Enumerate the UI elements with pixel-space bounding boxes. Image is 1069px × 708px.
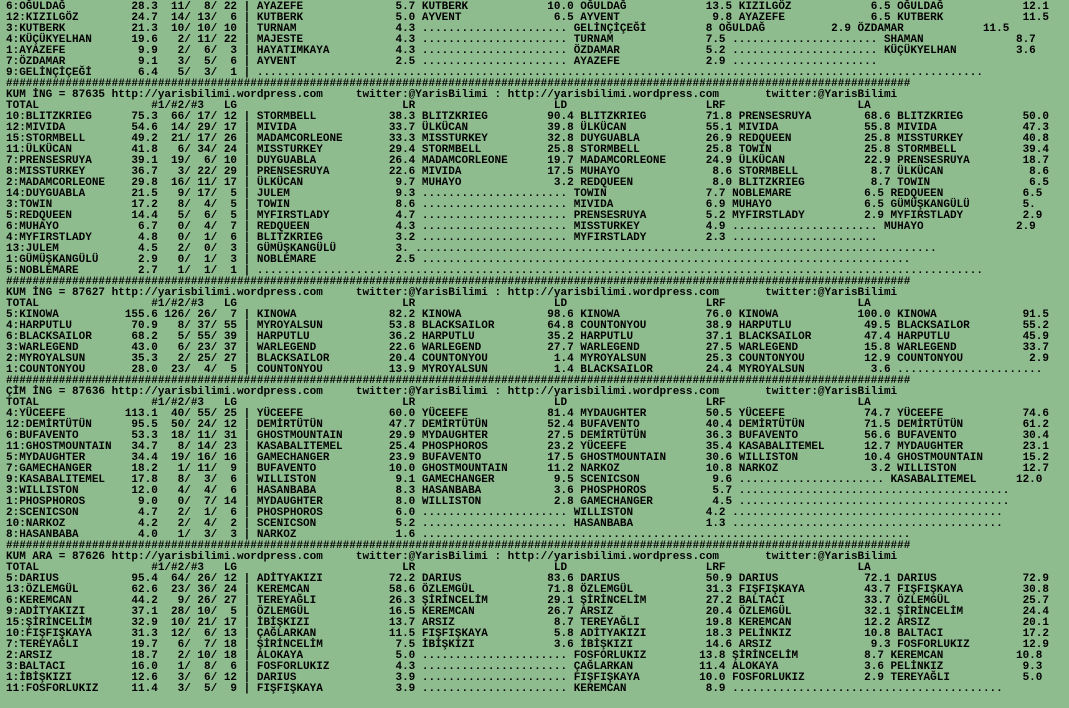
- data-line: 2:SCENICSON 4.7 2/ 1/ 6 | PHOSPHOROS 6.0 ...................... WILLISTON 4.2 .........................................: [6, 507, 1003, 519]
- separator-line: #########################################################################################################################################: [6, 78, 911, 90]
- data-line: 9:KASABALITEMEL 17.8 8/ 3/ 6 | WILLISTON 9.1 GAMECHANGER 9.5 SCENICSON 9.6 ...................... KASABALITEMEL 12.0: [6, 474, 1043, 486]
- data-line: 1:GÜMÜŞKANGÜLÜ 2.9 0/ 1/ 3 | NOBLEMARE 2.5 ..........................................................................: [6, 254, 911, 266]
- data-line: 2:MYROYALSUN 35.3 2/ 25/ 27 | BLACKSAILOR 20.4 COUNTONYOU 1.4 MYROYALSUN 25.3 COUNTONYOU 12.9 COUNTONYOU 2.9: [6, 353, 1049, 365]
- race-header-line: ÇİM İNG = 87636 http://yarisbilimi.wordpress.com twitter:@YarisBilimi : http://yarisbilimi.wordpress.com twitter:@YarisBilimi: [6, 386, 898, 398]
- column-header-line: TOTAL #1/#2/#3 LG LR LD LRF LA: [6, 562, 871, 574]
- data-line: 15:STORMBELL 49.2 21/ 17/ 26 | MADAMCORLEONE 33.3 MISSTURKEY 32.8 DUYGUABLA 26.9 REDQUEEN 25.8 MISSTURKEY 40.8: [6, 133, 1049, 145]
- data-line: 1:PHOSPHOROS 9.0 0/ 7/ 14 | MYDAUGHTER 8.0 WILLISTON 2.8 GAMECHANGER 4.5 .........................................: [6, 496, 1010, 508]
- separator-line: #########################################################################################################################################: [6, 540, 911, 552]
- data-line: 15:ŞİRİNCELİM 32.9 10/ 21/ 17 | İBİŞKIZI 13.7 ARSIZ 8.7 TEREYAĞLI 19.8 KEREMCAN 12.2 ARSIZ 20.1: [6, 617, 1049, 629]
- data-line: 6:OĞULDAĞ 28.3 11/ 8/ 22 | AYAZEFE 5.7 KUTBERK 10.0 OĞULDAĞ 13.5 KIZILGÖZ 6.5 OĞULDAĞ 12.1: [6, 1, 1049, 13]
- data-line: 6:KEREMCAN 44.2 9/ 26/ 27 | TEREYAĞLI 26.3 ŞİRİNCELİM 29.1 ŞİRİNCELİM 27.2 BALTACI 33.7 ÖZLEMGÜL 25.7: [6, 595, 1049, 607]
- data-line: 5:MYDAUGHTER 34.4 19/ 16/ 16 | GAMECHANGER 23.9 BUFAVENTO 17.5 GHOSTMOUNTAIN 30.6 WILLISTON 10.4 GHOSTMOUNTAIN 15.2: [6, 452, 1049, 464]
- data-line: 2:MADAMCORLEONE 29.8 16/ 11/ 17 | ÜLKÜCAN 9.7 MUHAYO 3.2 REDQUEEN 8.0 BLITZKRIEG 8.7 TOWIN 6.5: [6, 177, 1049, 189]
- data-line: 6:MUHAYO 6.7 0/ 4/ 7 | REDQUEEN 4.3 ...................... MISSTURKEY 4.9 ...................... MUHAYO 2.9: [6, 221, 1036, 233]
- column-header-line: TOTAL #1/#2/#3 LG LR LD LRF LA: [6, 100, 871, 112]
- data-line: 11:FOSFORLUKIZ 11.4 3/ 5/ 9 | FIŞFIŞKAYA 3.9 ...................... KEREMCAN 8.9 .........................................: [6, 683, 1003, 695]
- data-line: 13:ÖZLEMGÜL 62.6 23/ 36/ 24 | KEREMCAN 58.6 ÖZLEMGÜL 71.8 ÖZLEMGÜL 31.3 FIŞFIŞKAYA 43.7 FIŞFIŞKAYA 30.8: [6, 584, 1049, 596]
- data-line: 5:KINOWA 155.6 126/ 26/ 7 | KINOWA 82.2 KINOWA 98.6 KINOWA 76.0 KINOWA 100.0 KINOWA 91.5: [6, 309, 1049, 321]
- data-line: 10:BLITZKRIEG 75.3 66/ 17/ 12 | STORMBELL 38.3 BLITZKRIEG 90.4 BLITZKRIEG 71.8 PRENSESRUYA 68.6 BLITZKRIEG 50.0: [6, 111, 1049, 123]
- data-line: 1:AYAZEFE 9.9 2/ 6/ 3 | HAYATIMKAYA 4.3 ...................... ÖZDAMAR 5.2 ...................... KÜÇÜKYELHAN 3.6: [6, 45, 1036, 57]
- race-header-line: KUM İNG = 87627 http://yarisbilimi.wordpress.com twitter:@YarisBilimi : http://yarisbilimi.wordpress.com twitter:@YarisBilimi: [6, 287, 898, 299]
- data-line: 3:BALTACI 16.0 1/ 8/ 6 | FOSFORLUKIZ 4.3 ...................... ÇAĞLARKAN 11.4 ALOKAYA 3.6 PELİNKIZ 9.3: [6, 661, 1043, 673]
- data-line: 4:MYFIRSTLADY 4.8 0/ 1/ 6 | BLITZKRIEG 3.2 ...................... MYFIRSTLADY 2.3 ......................: [6, 232, 878, 244]
- separator-line: #########################################################################################################################################: [6, 276, 911, 288]
- data-line: 1:İBİŞKIZI 12.6 3/ 6/ 12 | DARIUS 3.9 ...................... FIŞFIŞKAYA 10.0 FOSFORLUKIZ 2.9 TEREYAĞLI 5.0: [6, 672, 1043, 684]
- data-line: 13:JULEM 4.5 2/ 0/ 3 | GÜMÜŞKANGÜLÜ 3. ...............................................................................: [6, 243, 937, 255]
- data-line: 4:YÜCEEFE 113.1 40/ 55/ 25 | YÜCEEFE 60.0 YÜCEEFE 81.4 MYDAUGHTER 50.5 YÜCEEFE 74.7 YÜCEEFE 74.6: [6, 408, 1049, 420]
- data-line: 12:KIZILGÖZ 24.7 14/ 13/ 6 | KUTBERK 5.0 AYVENT 6.5 AYVENT 9.8 AYAZEFE 6.5 KUTBERK 11.5: [6, 12, 1049, 24]
- column-header-line: TOTAL #1/#2/#3 LG LR LD LRF LA: [6, 298, 871, 310]
- data-line: 10:FIŞFIŞKAYA 31.3 12/ 6/ 13 | ÇAĞLARKAN 11.5 FIŞFIŞKAYA 5.8 ADİTYAKIZI 18.3 PELİNKIZ 10.8 BALTACI 17.2: [6, 628, 1049, 640]
- data-line: 10:NARKOZ 4.2 2/ 4/ 2 | SCENICSON 5.2 ...................... HASANBABA 1.3 .........................................: [6, 518, 1003, 530]
- data-line: 4:HARPUTLU 70.9 8/ 37/ 55 | MYROYALSUN 53.8 BLACKSAILOR 64.8 COUNTONYOU 38.9 HARPUTLU 49.5 BLACKSAILOR 55.2: [6, 320, 1049, 332]
- data-line: 5:NOBLEMARE 2.7 1/ 1/ 1 | ..............................................................................................................: [6, 265, 983, 277]
- data-line: 9:GELİNÇİÇEĞİ 6.4 5/ 3/ 1 | ..............................................................................................................: [6, 67, 983, 79]
- data-line: 7:GAMECHANGER 18.2 1/ 11/ 9 | BUFAVENTO 10.0 GHOSTMOUNTAIN 11.2 NARKOZ 10.8 NARKOZ 3.2 WILLISTON 12.7: [6, 463, 1049, 475]
- separator-line: #########################################################################################################################################: [6, 375, 911, 387]
- data-line: 7:PRENSESRUYA 39.1 19/ 6/ 10 | DUYGUABLA 26.4 MADAMCORLEONE 19.7 MADAMCORLEONE 24.9 ÜLKÜCAN 22.9 PRENSESRUYA 18.7: [6, 155, 1049, 167]
- data-line: 3:WILLISTON 12.0 4/ 4/ 6 | HASANBABA 8.3 HASANBABA 3.6 PHOSPHOROS 5.7 .........................................: [6, 485, 1010, 497]
- data-line: 6:BLACKSAILOR 68.2 5/ 55/ 39 | HARPUTLU 36.2 HARPUTLU 35.2 HARPUTLU 37.1 BLACKSAILOR 47.4 HARPUTLU 45.9: [6, 331, 1049, 343]
- column-header-line: TOTAL #1/#2/#3 LG LR LD LRF LA: [6, 397, 871, 409]
- data-line: 5:REDQUEEN 14.4 5/ 6/ 5 | MYFIRSTLADY 4.7 ...................... PRENSESRUYA 5.2 MYFIRSTLADY 2.9 MYFIRSTLADY 2.9: [6, 210, 1043, 222]
- data-line: 8:MISSTURKEY 36.7 3/ 22/ 29 | PRENSESRUYA 22.6 MIVIDA 17.5 MUHAYO 8.6 STORMBELL 8.7 ÜLKÜCAN 8.6: [6, 166, 1049, 178]
- data-line: 7:ÖZDAMAR 9.1 3/ 5/ 6 | AYVENT 2.5 ...................... AYAZEFE 2.9 ......................: [6, 56, 878, 68]
- data-line: 5:DARIUS 95.4 64/ 26/ 12 | ADİTYAKIZI 72.2 DARIUS 83.6 DARIUS 50.9 DARIUS 72.1 DARIUS 72.9: [6, 573, 1049, 585]
- data-line: 11:ÜLKÜCAN 41.8 6/ 34/ 24 | MISSTURKEY 29.4 STORMBELL 25.8 STORMBELL 25.8 TOWIN 25.8 STORMBELL 39.4: [6, 144, 1049, 156]
- data-line: 3:TOWIN 17.2 8/ 4/ 5 | TOWIN 8.6 ...................... MIVIDA 6.9 MUHAYO 6.5 GÜMÜŞKANGÜLÜ 5.: [6, 199, 1036, 211]
- data-line: 11:GHOSTMOUNTAIN 34.7 8/ 14/ 23 | KASABALITEMEL 25.4 PHOSPHOROS 23.2 YÜCEEFE 35.4 KASABALITEMEL 12.7 MYDAUGHTER 23.1: [6, 441, 1049, 453]
- data-line: 9:ADİTYAKIZI 37.1 28/ 10/ 5 | ÖZLEMGÜL 16.5 KEREMCAN 26.7 ARSIZ 20.4 ÖZLEMGÜL 32.1 ŞİRİNCELİM 24.4: [6, 606, 1049, 618]
- race-header-line: KUM ARA = 87626 http://yarisbilimi.wordpress.com twitter:@YarisBilimi : http://yarisbilimi.wordpress.com twitter:@YarisBilimi: [6, 551, 898, 563]
- race-header-line: KUM İNG = 87635 http://yarisbilimi.wordpress.com twitter:@YarisBilimi : http://yarisbilimi.wordpress.com twitter:@YarisBilimi: [6, 89, 898, 101]
- data-line: 8:HASANBABA 4.0 1/ 3/ 3 | NARKOZ 1.6 ..........................................................................: [6, 529, 911, 541]
- data-line: 1:COUNTONYOU 28.0 23/ 4/ 5 | COUNTONYOU 13.9 MYROYALSUN 1.4 BLACKSAILOR 24.4 MYROYALSUN 3.6 ......................: [6, 364, 1043, 376]
- data-line: 14:DUYGUABLA 21.5 9/ 17/ 5 | JULEM 9.3 ...................... TOWIN 7.7 NOBLEMARE 6.5 REDQUEEN 6.5: [6, 188, 1043, 200]
- data-line: 12:MIVIDA 54.6 14/ 29/ 17 | MIVIDA 33.7 ÜLKÜCAN 39.8 ÜLKÜCAN 55.1 MIVIDA 55.8 MIVIDA 47.3: [6, 122, 1049, 134]
- data-line: 12:DEMİRTÜTÜN 95.5 50/ 24/ 12 | DEMİRTÜTÜN 47.7 DEMİRTÜTÜN 52.4 BUFAVENTO 40.4 DEMİRTÜTÜN 71.5 DEMİRTÜTÜN 61.2: [6, 419, 1049, 431]
- data-line: 2:ARSIZ 18.7 2/ 10/ 18 | ALOKAYA 5.0 ...................... FOSFORLUKIZ 13.8 ŞİRİNCELİM 8.7 KEREMCAN 10.8: [6, 650, 1043, 662]
- data-line: 4:KÜÇÜKYELHAN 19.6 2/ 11/ 22 | MAJESTE 4.3 ...................... TURNAM 7.5 ...................... SHAMAN 8.7: [6, 34, 1036, 46]
- data-line: 3:WARLEGEND 43.0 6/ 23/ 37 | WARLEGEND 22.6 WARLEGEND 27.7 WARLEGEND 27.5 WARLEGEND 15.8 WARLEGEND 33.7: [6, 342, 1049, 354]
- data-line: 7:TEREYAĞLI 19.7 6/ 7/ 18 | ŞİRİNCELİM 7.5 İBİŞKIZI 3.6 İBİŞKIZI 14.6 ARSIZ 9.3 FOSFORLUKIZ 12.9: [6, 639, 1049, 651]
- data-line: 3:KUTBERK 21.3 10/ 10/ 10 | TURNAM 4.3 ...................... GELİNÇİÇEĞİ 8 OĞULDAĞ 2.9 ÖZDAMAR 11.5: [6, 23, 1010, 35]
- data-line: 6:BUFAVENTO 53.3 18/ 11/ 31 | GHOSTMOUNTAIN 29.9 MYDAUGHTER 27.5 DEMİRTÜTÜN 36.3 BUFAVENTO 56.6 BUFAVENTO 30.4: [6, 430, 1049, 442]
